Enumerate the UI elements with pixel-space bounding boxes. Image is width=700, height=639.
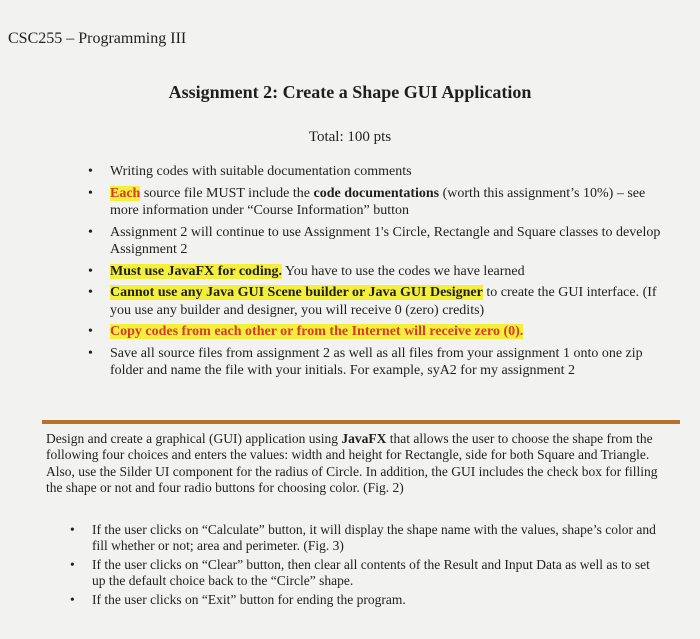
behavior-list [70,522,660,611]
highlight-text: Must use JavaFX for coding. [110,263,283,279]
item-text: source file MUST include the [140,185,314,201]
item-text: Save all source files from assignment 2 as well as all files from your assignment 1 onto one zip folder and name the file with your initials. For example, syA2 for my assignment 2 [110,345,643,378]
paragraph-text: that allows the user to choose the shape from the following four choices and enters the values: width and height for Rectangle, side for both Square and Triangle. Also, use the Silder UI component for the radius of Circle. In addition, the GUI includes the check box for filling the shape or not and four radio buttons for choosing color. (Fig. 2) [46,431,658,495]
item-text: You have to use the codes we have learned [282,263,525,279]
bold-text: code documentations [313,185,440,201]
highlight-text: Cannot use any Java GUI Scene builder or Java GUI Designer [110,285,483,300]
course-heading: CSC255 – Programming III [8,30,187,47]
item-text: If the user clicks on “Exit” button for ending the program. [92,592,406,607]
bullet-icon: • [88,345,93,361]
list-item [84,345,674,380]
divider [42,420,680,424]
list-item [8,185,674,220]
total-points: Total: 100 pts [308,129,392,145]
bullet-icon: • [70,592,75,607]
list-item [84,263,674,281]
list-item [84,224,674,259]
paragraph-text: Design and create a graphical (GUI) application using [46,431,342,446]
item-text: Writing codes with suitable documentation comments [110,164,412,179]
highlight-text: Each [110,185,141,201]
item-text: Assignment 2 will continue to use Assignment 1's Circle, Rectangle and Square classes to develop Assignment 2 [110,224,661,257]
highlight-text: Copy codes from each other or from the Internet will receive zero (0). [110,324,524,339]
bold-text: JavaFX [341,431,387,446]
item-text: to create the GUI interface. (If you use any builder and designer, you will receive 0 (zero) credits) [110,285,657,318]
assignment-title: Assignment 2: Create a Shape GUI Application [168,82,532,102]
bullet-icon: • [88,185,93,201]
bullet-icon: • [88,263,93,279]
list-item [70,592,660,608]
bullet-icon: • [70,557,75,572]
bullet-icon: • [88,224,93,240]
list-item [70,522,660,554]
bullet-icon: • [70,522,75,537]
list-item [70,557,660,589]
bullet-icon: • [88,164,93,179]
list-item [84,284,674,319]
bullet-icon: • [88,285,93,300]
list-item [84,323,674,341]
bullet-icon: • [88,324,93,339]
item-text: If the user clicks on “Clear” button, then clear all contents of the Result and Input Data as well as to set up the default choice back to the “Circle” shape. [92,557,650,588]
description-paragraph [46,431,666,496]
item-text: If the user clicks on “Calculate” button, it will display the shape name with the values, shape’s color and fill whether or not; area and perimeter. (Fig. 3) [92,522,656,553]
requirements-list [84,163,674,384]
list-item [84,163,674,181]
item-text: (worth this assignment’s 10%) – see more information under “Course Information” button [110,185,646,218]
